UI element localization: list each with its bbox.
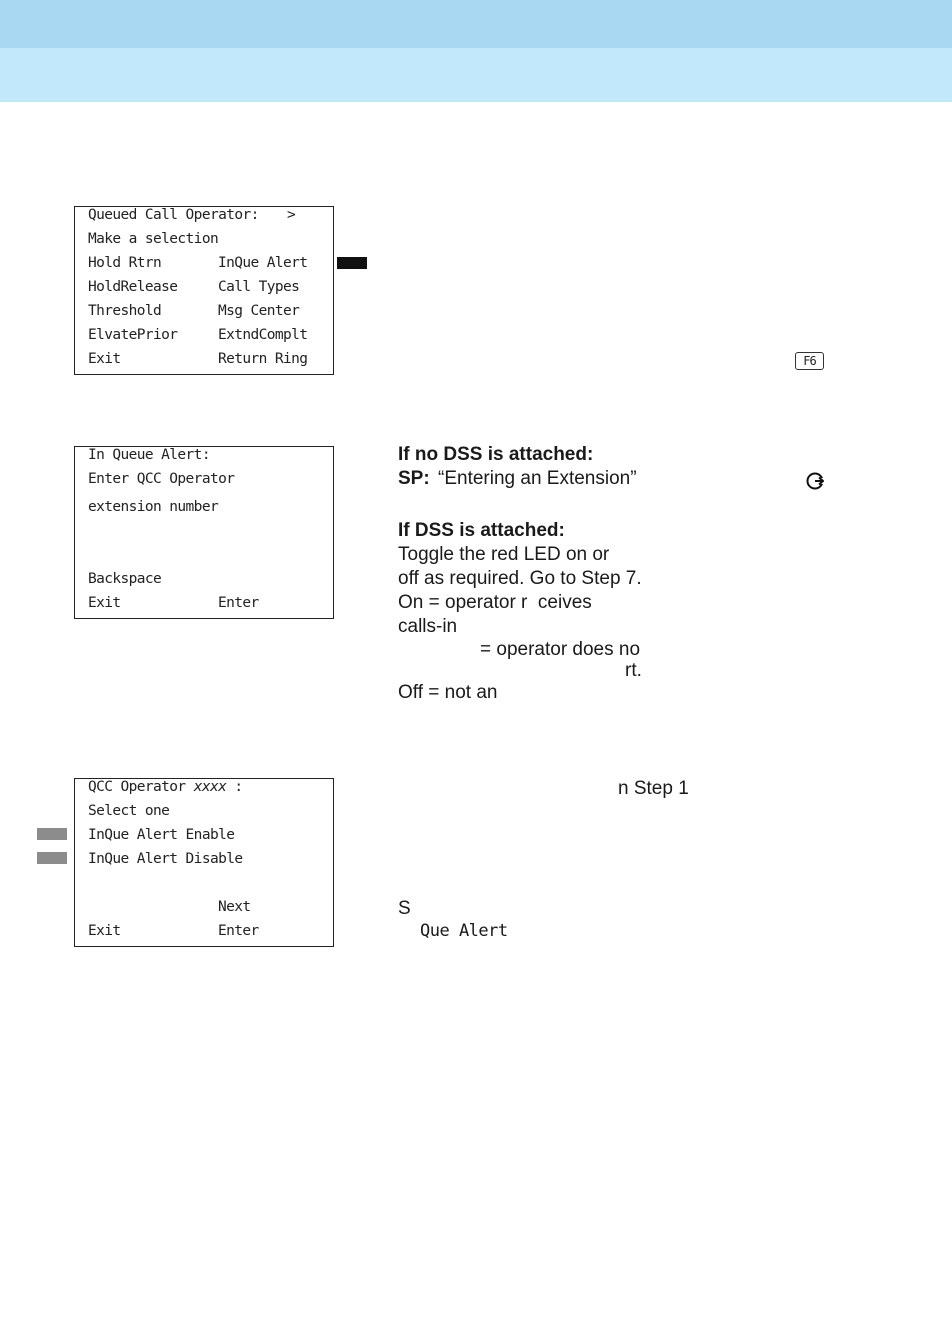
enable-softkey-indicator [37,828,67,840]
dss-line-4: calls-in [398,616,458,637]
title-colon: : [234,779,243,795]
dss-line-1: Toggle the red LED on or [398,544,610,565]
enter-option[interactable]: Enter [218,595,259,611]
next-option[interactable]: Next [218,899,251,915]
option-inque-alert[interactable]: InQue Alert [218,255,308,271]
screen-title: Queued Call Operator: [88,207,259,223]
disable-softkey-indicator [37,852,67,864]
que-alert-fragment: Que Alert [420,921,508,941]
exit-option[interactable]: Exit [88,923,121,939]
screen-prompt-1: Enter QCC Operator [88,471,235,487]
queued-call-operator-screen [74,206,334,375]
exit-option[interactable]: Exit [88,595,121,611]
step-reference: n Step 1 [618,778,689,799]
screen-prompt-2: extension number [88,499,219,515]
option-disable[interactable]: InQue Alert Disable [88,851,243,867]
backspace-option[interactable]: Backspace [88,571,162,587]
subheader-band [0,48,952,102]
qcc-operator-screen [74,778,334,947]
option-return-ring[interactable]: Return Ring [218,351,308,367]
option-holdrelease[interactable]: HoldRelease [88,279,178,295]
f6-key: F6 [795,352,824,370]
dss-line-3: On = operator r ceives [398,592,592,613]
text-fragment-s: S [398,898,411,919]
option-threshold[interactable]: Threshold [88,303,162,319]
dss-line-6: rt. [625,660,642,681]
screen-prompt: Make a selection [88,231,219,247]
dss-line-7: Off = not an [398,682,498,703]
dss-line-2: off as required. Go to Step 7. [398,568,642,589]
enter-option[interactable]: Enter [218,923,259,939]
screen-title: In Queue Alert: [88,447,210,463]
more-arrow: > [287,207,296,223]
sp-text: “Entering an Extension” [438,468,637,489]
sp-label: SP: [398,468,430,489]
screen-title [88,779,243,795]
selected-softkey-indicator [337,257,367,269]
dss-heading: If DSS is attached: [398,520,565,541]
option-call-types[interactable]: Call Types [218,279,300,295]
option-hold-rtrn[interactable]: Hold Rtrn [88,255,162,271]
option-exit[interactable]: Exit [88,351,121,367]
no-dss-heading: If no DSS is attached: [398,444,594,465]
screen-prompt: Select one [88,803,170,819]
dss-line-5: = operator does no [480,639,641,660]
option-elvateprior[interactable]: ElvatePrior [88,327,178,343]
option-extndcomplt[interactable]: ExtndComplt [218,327,308,343]
title-prefix: QCC Operator [88,779,186,795]
continue-arrow-icon [806,472,824,490]
title-variable: xxxx [193,779,227,795]
option-enable[interactable]: InQue Alert Enable [88,827,235,843]
option-msg-center[interactable]: Msg Center [218,303,300,319]
in-queue-alert-screen [74,446,334,619]
header-band [0,0,952,48]
